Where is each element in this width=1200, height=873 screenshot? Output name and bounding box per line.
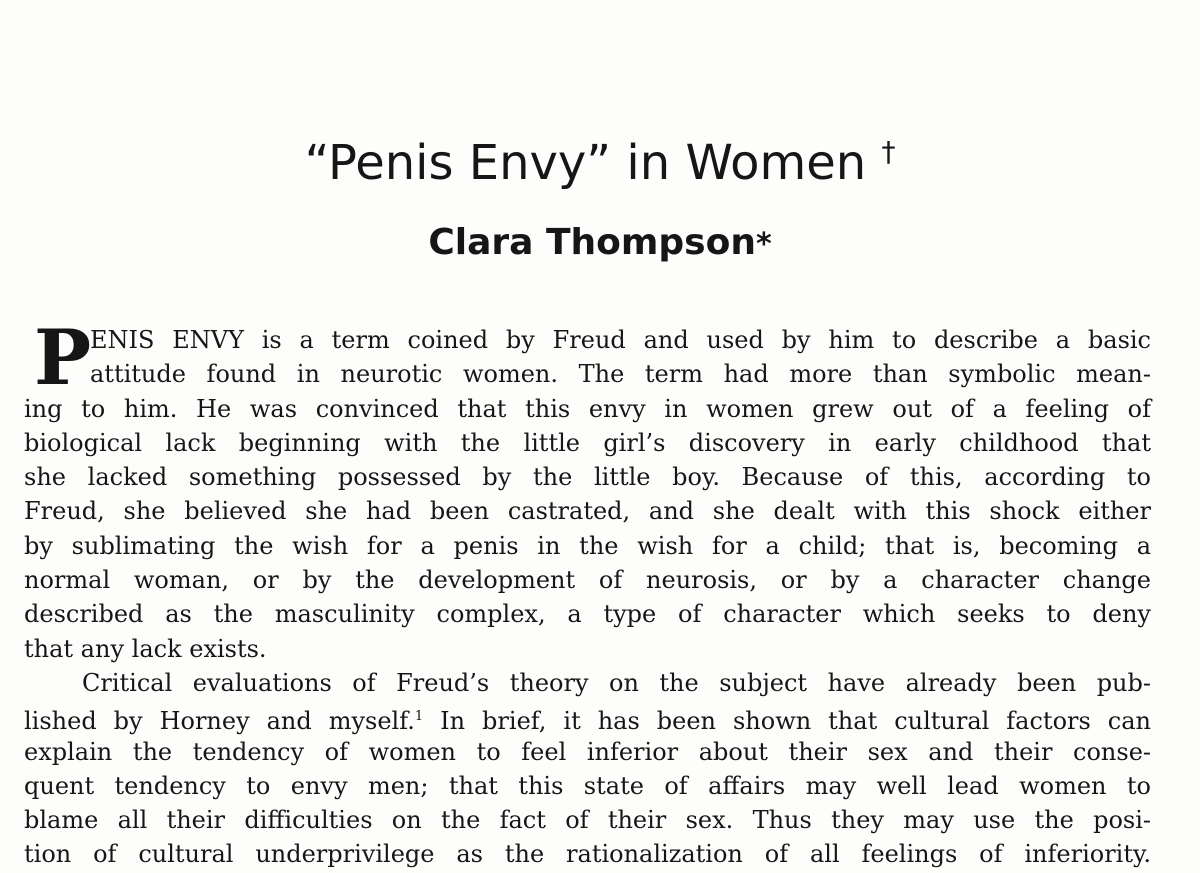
text-line: tion of cultural underprivilege as the rationalization of all feelings of inferiority. [24,840,1151,869]
text-line: ENIS ENVY is a term coined by Freud and used by him to describe a basic [90,326,1151,354]
footnote-reference[interactable]: 1 [414,709,424,725]
text-line: described as the masculinity complex, a type of character which seeks to deny [24,600,1151,629]
text-line: explain the tendency of women to feel inferior about their sex and their conse- [24,737,1151,766]
text-line: biological lack beginning with the little girl’s discovery in early childhood that [24,428,1151,457]
text-line: attitude found in neurotic women. The term had more than symbolic mean- [90,360,1151,389]
paragraph-1 [24,313,1151,666]
text-line: quent tendency to envy men; that this state of affairs may well lead women to [24,771,1151,800]
article-body [24,313,1152,872]
text-line [24,700,1151,734]
text-line: she lacked something possessed by the little boy. Because of this, according to [24,463,1151,492]
text-line: Critical evaluations of Freud’s theory on the subject have already been pub- [82,668,1151,697]
author-name: Clara Thompson [428,222,756,263]
text-line-part: lished by Horney and myself. [24,707,415,736]
article-title [0,135,1200,191]
text-line: that any lack exists. [24,634,267,663]
article-title-text: “Penis Envy” in Women [304,135,867,191]
paragraph-2 [24,666,1151,872]
article-author [0,222,1200,263]
drop-cap: P [34,313,92,402]
text-line-part: In brief, it has been shown that cultural factors can [423,707,1152,736]
text-line: Freud, she believed she had been castrated, and she dealt with this shock either [24,497,1151,526]
text-line: normal woman, or by the development of neurosis, or by a character change [24,566,1151,595]
text-line: ing to him. He was convinced that this envy in women grew out of a feeling of [24,394,1151,423]
title-dagger-mark: † [881,135,896,168]
author-footnote-mark: * [755,227,772,262]
text-line: blame all their difficulties on the fact of their sex. Thus they may use the posi- [24,806,1151,835]
text-line: by sublimating the wish for a penis in the wish for a child; that is, becoming a [24,531,1151,560]
